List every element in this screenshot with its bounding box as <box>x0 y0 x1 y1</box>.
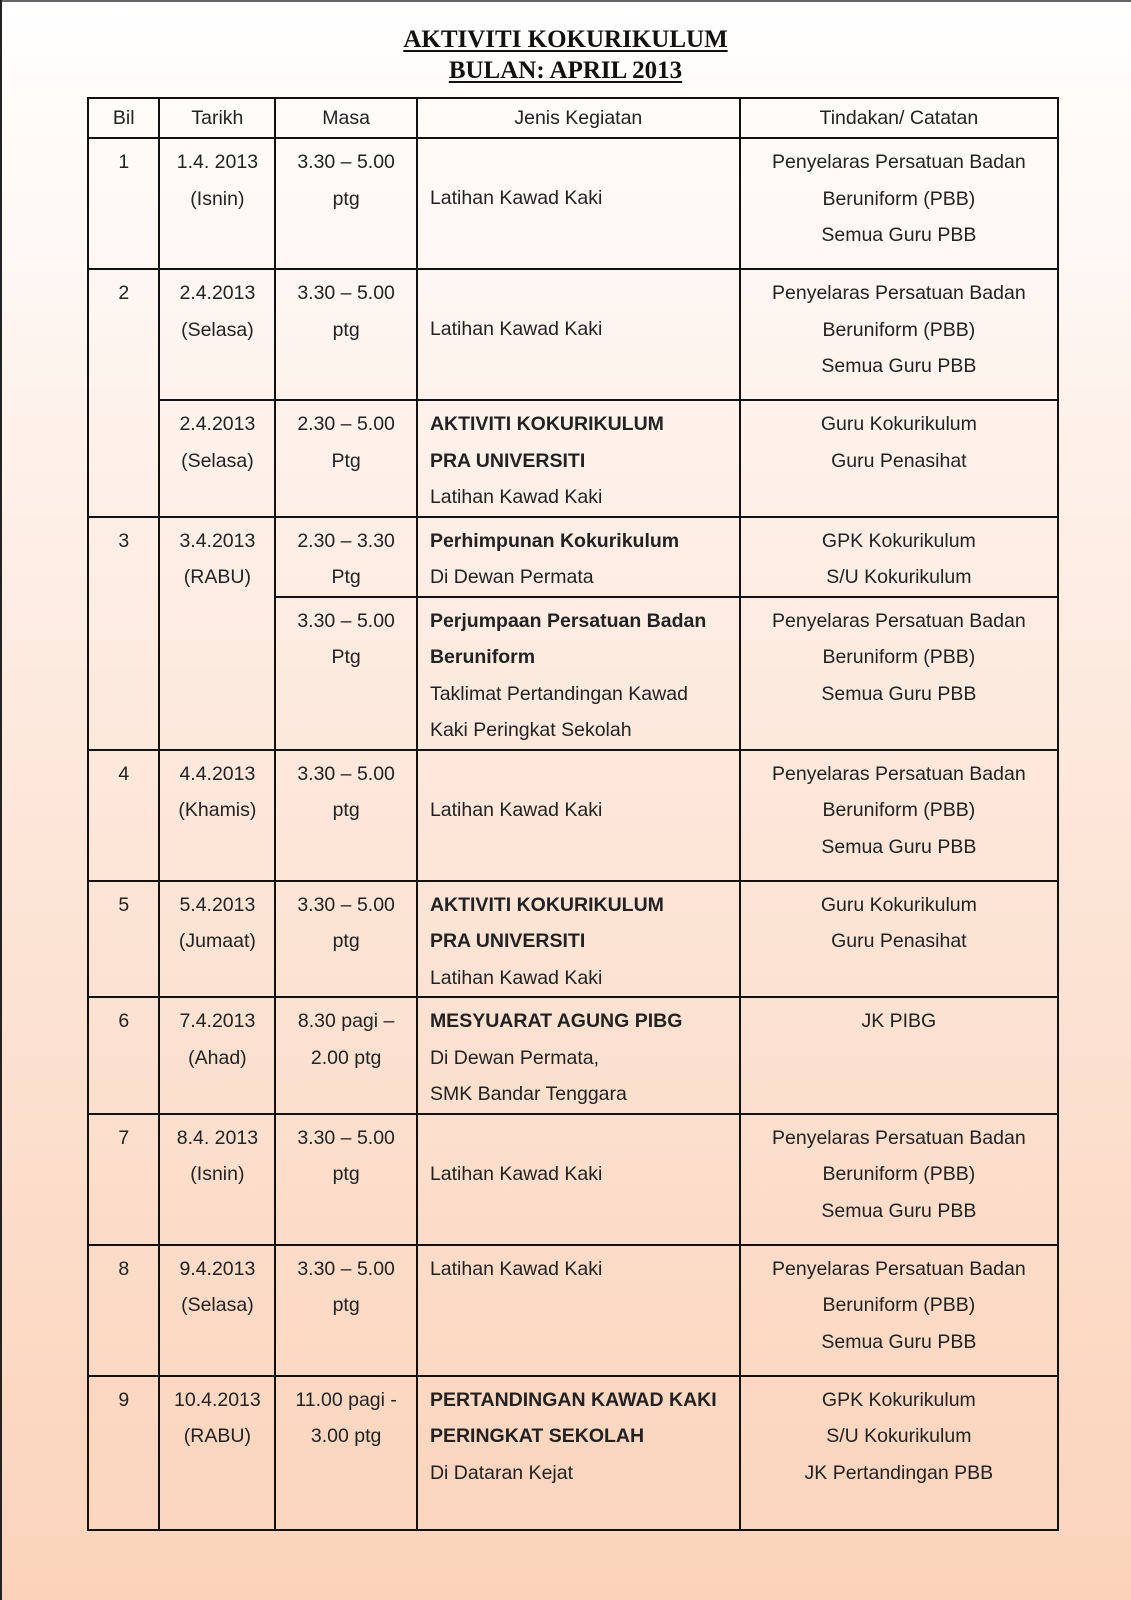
tarikh-line: 1.4. 2013 <box>176 151 259 173</box>
bil-cell <box>88 138 159 269</box>
tarikh-line: (Khamis) <box>178 799 257 821</box>
tindakan-line: GPK Kokurikulum <box>821 529 976 552</box>
masa-cell <box>275 269 417 400</box>
jenis-kegiatan-line: Latihan Kawad Kaki <box>429 1257 603 1280</box>
jenis-kegiatan-line: Latihan Kawad Kaki <box>429 187 603 209</box>
masa-line: 2.30 – 3.30 <box>297 529 395 552</box>
jenis-kegiatan-cell <box>417 400 740 517</box>
jenis-kegiatan-line: Di Dewan Permata, <box>429 1046 600 1069</box>
masa-cell <box>275 750 417 881</box>
masa-line: 2.30 – 5.00 <box>297 413 395 435</box>
document-heading <box>0 24 1131 86</box>
tindakan-line: Guru Penasihat <box>831 449 967 472</box>
masa-line: 3.30 – 5.00 <box>297 282 395 304</box>
tarikh-cell <box>159 269 275 400</box>
masa-line: ptg <box>332 187 360 210</box>
tindakan-cell <box>740 750 1058 881</box>
page-border-left <box>0 0 2 1600</box>
jenis-kegiatan-line: Di Dataran Kejat <box>429 1461 574 1484</box>
masa-cell <box>275 400 417 517</box>
bil-number: 3 <box>118 529 130 552</box>
masa-line: 3.30 – 5.00 <box>297 762 395 785</box>
tarikh-cell <box>159 750 275 881</box>
header-tarikh: Tarikh <box>159 98 275 138</box>
jenis-kegiatan-line: Kaki Peringkat Sekolah <box>429 719 632 741</box>
tarikh-cell <box>159 1376 275 1530</box>
table-header-row <box>88 98 1058 138</box>
bil-cell <box>88 881 159 998</box>
table-row <box>88 400 1058 517</box>
masa-cell <box>275 1245 417 1376</box>
tarikh-line: (Selasa) <box>181 318 254 341</box>
jenis-kegiatan-heading: Perjumpaan Persatuan Badan <box>429 609 707 632</box>
bil-number: 1 <box>118 151 130 173</box>
tindakan-cell <box>740 269 1058 400</box>
bil-number: 2 <box>118 282 130 304</box>
tindakan-cell <box>740 881 1058 998</box>
jenis-kegiatan-heading: AKTIVITI KOKURIKULUM <box>429 893 664 916</box>
table-row <box>88 1114 1058 1245</box>
jenis-kegiatan-cell <box>417 997 740 1114</box>
tindakan-line: S/U Kokurikulum <box>826 1425 972 1447</box>
jenis-kegiatan-cell <box>417 138 740 269</box>
bil-cell <box>88 1376 159 1530</box>
tarikh-cell <box>159 1114 275 1245</box>
jenis-kegiatan-cell <box>417 1114 740 1245</box>
bil-cell <box>88 1245 159 1376</box>
tarikh-line: (Selasa) <box>181 1294 254 1316</box>
tarikh-line: 2.4.2013 <box>179 413 256 435</box>
tindakan-line: Penyelaras Persatuan Badan <box>772 151 1026 173</box>
jenis-kegiatan-line: SMK Bandar Tenggara <box>429 1083 627 1105</box>
activity-table <box>87 97 1059 1531</box>
masa-line: Ptg <box>331 646 361 668</box>
tindakan-cell <box>740 1114 1058 1245</box>
tarikh-line: (Isnin) <box>190 1163 245 1185</box>
masa-cell <box>275 1376 417 1530</box>
jenis-kegiatan-heading: AKTIVITI KOKURIKULUM <box>429 413 664 435</box>
tarikh-cell <box>159 997 275 1114</box>
masa-line: 3.30 – 5.00 <box>297 1257 395 1280</box>
tindakan-cell <box>740 597 1058 750</box>
page-border-top <box>0 0 1131 2</box>
tarikh-line: 4.4.2013 <box>179 762 256 785</box>
tindakan-line: GPK Kokurikulum <box>821 1388 976 1411</box>
masa-line: 2.00 ptg <box>310 1046 382 1069</box>
masa-line: 8.30 pagi – <box>297 1010 395 1032</box>
tindakan-line: Beruniform (PBB) <box>822 1163 976 1185</box>
tindakan-cell <box>740 517 1058 597</box>
masa-line: 11.00 pagi - <box>295 1388 397 1411</box>
tarikh-line: (Isnin) <box>190 187 245 210</box>
tarikh-line: 2.4.2013 <box>179 282 256 304</box>
jenis-kegiatan-cell <box>417 517 740 597</box>
jenis-kegiatan-line: Latihan Kawad Kaki <box>429 798 603 821</box>
bil-number: 4 <box>118 762 130 785</box>
tarikh-line: 3.4.2013 <box>179 529 256 552</box>
jenis-kegiatan-line: Latihan Kawad Kaki <box>429 486 603 508</box>
table-row <box>88 269 1058 400</box>
tindakan-line: Guru Kokurikulum <box>820 413 977 435</box>
masa-line: ptg <box>332 1294 360 1316</box>
tarikh-cell <box>159 138 275 269</box>
bil-number: 8 <box>118 1257 130 1280</box>
jenis-kegiatan-cell <box>417 269 740 400</box>
jenis-kegiatan-line: Di Dewan Permata <box>429 566 594 588</box>
bil-number: 9 <box>118 1388 130 1411</box>
jenis-kegiatan-line: Latihan Kawad Kaki <box>429 318 603 340</box>
jenis-kegiatan-cell <box>417 1376 740 1530</box>
document-subtitle: BULAN: APRIL 2013 <box>448 57 683 84</box>
tindakan-cell <box>740 400 1058 517</box>
masa-cell <box>275 597 417 750</box>
tindakan-line: Penyelaras Persatuan Badan <box>772 282 1026 304</box>
tindakan-line: S/U Kokurikulum <box>826 566 972 588</box>
jenis-kegiatan-line: Latihan Kawad Kaki <box>429 1162 603 1185</box>
jenis-kegiatan-heading: PRA UNIVERSITI <box>429 449 586 472</box>
tarikh-line: 10.4.2013 <box>174 1388 261 1411</box>
masa-cell <box>275 517 417 597</box>
masa-cell <box>275 1114 417 1245</box>
masa-line: ptg <box>332 930 360 952</box>
tarikh-line: 8.4. 2013 <box>176 1126 259 1149</box>
tindakan-line: Semua Guru PBB <box>821 355 977 377</box>
tindakan-line: Semua Guru PBB <box>821 1199 977 1222</box>
table-row <box>88 1376 1058 1530</box>
header-masa: Masa <box>275 98 417 138</box>
tarikh-line: 5.4.2013 <box>179 893 256 916</box>
bil-number: 6 <box>118 1010 130 1032</box>
masa-line: Ptg <box>331 449 361 472</box>
masa-cell <box>275 997 417 1114</box>
jenis-kegiatan-heading: Beruniform <box>429 646 536 668</box>
jenis-kegiatan-heading: PERTANDINGAN KAWAD KAKI <box>429 1388 717 1411</box>
bil-number: 7 <box>118 1126 130 1149</box>
tindakan-line: Beruniform (PBB) <box>822 1294 976 1316</box>
tindakan-line: JK PIBG <box>861 1010 937 1032</box>
masa-line: ptg <box>332 799 360 821</box>
document-title: AKTIVITI KOKURIKULUM <box>403 26 728 53</box>
tarikh-line: 7.4.2013 <box>179 1010 256 1032</box>
jenis-kegiatan-cell <box>417 597 740 750</box>
table-row <box>88 881 1058 998</box>
tindakan-line: Semua Guru PBB <box>821 682 977 705</box>
jenis-kegiatan-heading: MESYUARAT AGUNG PIBG <box>429 1010 683 1032</box>
tindakan-line: Penyelaras Persatuan Badan <box>772 609 1026 632</box>
tarikh-line: (RABU) <box>183 566 251 588</box>
table-row <box>88 517 1058 597</box>
jenis-kegiatan-cell <box>417 1245 740 1376</box>
tindakan-line: Guru Kokurikulum <box>820 893 977 916</box>
bil-number: 5 <box>118 893 130 916</box>
header-bil: Bil <box>88 98 159 138</box>
tindakan-line: Penyelaras Persatuan Badan <box>772 762 1026 785</box>
masa-line: ptg <box>332 1163 360 1185</box>
masa-line: ptg <box>332 318 360 341</box>
bil-cell <box>88 750 159 881</box>
tindakan-line: JK Pertandingan PBB <box>804 1461 994 1484</box>
tindakan-line: Penyelaras Persatuan Badan <box>772 1257 1026 1280</box>
tindakan-line: Beruniform (PBB) <box>822 646 976 668</box>
masa-line: 3.30 – 5.00 <box>297 151 395 173</box>
tarikh-cell <box>159 400 275 517</box>
table-row <box>88 138 1058 269</box>
tindakan-cell <box>740 138 1058 269</box>
masa-line: 3.00 ptg <box>310 1425 382 1447</box>
tindakan-line: Semua Guru PBB <box>821 835 977 858</box>
bil-cell <box>88 517 159 750</box>
masa-cell <box>275 881 417 998</box>
tindakan-line: Guru Penasihat <box>831 930 967 952</box>
table-row <box>88 997 1058 1114</box>
tindakan-cell <box>740 1245 1058 1376</box>
table-row <box>88 750 1058 881</box>
tindakan-line: Beruniform (PBB) <box>822 799 976 821</box>
jenis-kegiatan-cell <box>417 750 740 881</box>
jenis-kegiatan-heading: PERINGKAT SEKOLAH <box>429 1425 645 1447</box>
tindakan-line: Beruniform (PBB) <box>822 318 976 341</box>
header-jenis-kegiatan: Jenis Kegiatan <box>417 98 740 138</box>
table-row <box>88 1245 1058 1376</box>
header-tindakan-catatan: Tindakan/ Catatan <box>740 98 1058 138</box>
tarikh-cell <box>159 1245 275 1376</box>
masa-line: 3.30 – 5.00 <box>297 1126 395 1149</box>
tarikh-line: (Jumaat) <box>178 930 256 952</box>
tindakan-line: Semua Guru PBB <box>821 1330 977 1353</box>
bil-cell <box>88 269 159 517</box>
tarikh-line: (Ahad) <box>188 1046 247 1069</box>
jenis-kegiatan-heading: PRA UNIVERSITI <box>429 930 586 952</box>
masa-line: Ptg <box>331 566 361 588</box>
tarikh-line: (RABU) <box>183 1425 251 1447</box>
masa-line: 3.30 – 5.00 <box>297 609 395 632</box>
tindakan-line: Semua Guru PBB <box>821 224 977 246</box>
tindakan-line: Penyelaras Persatuan Badan <box>772 1126 1026 1149</box>
masa-cell <box>275 138 417 269</box>
tarikh-cell <box>159 881 275 998</box>
jenis-kegiatan-cell <box>417 881 740 998</box>
bil-cell <box>88 997 159 1114</box>
bil-cell <box>88 1114 159 1245</box>
jenis-kegiatan-heading: Perhimpunan Kokurikulum <box>429 529 680 552</box>
tindakan-line: Beruniform (PBB) <box>822 187 976 210</box>
masa-line: 3.30 – 5.00 <box>297 893 395 916</box>
jenis-kegiatan-line: Latihan Kawad Kaki <box>429 966 603 989</box>
tarikh-cell <box>159 517 275 750</box>
tindakan-cell <box>740 997 1058 1114</box>
tarikh-line: (Selasa) <box>181 449 254 472</box>
tindakan-cell <box>740 1376 1058 1530</box>
jenis-kegiatan-line: Taklimat Pertandingan Kawad <box>429 682 688 705</box>
tarikh-line: 9.4.2013 <box>179 1257 256 1280</box>
